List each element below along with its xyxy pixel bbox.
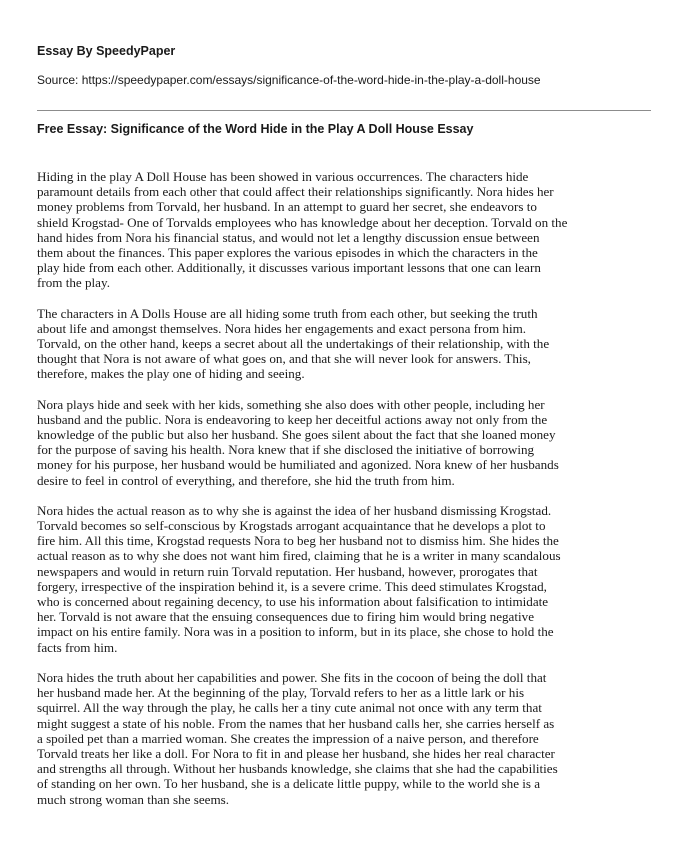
divider [37,110,651,111]
essay-paragraph: Hiding in the play A Doll House has been showed in various occurrences. The characters hide paramount details from each other that could affect their relationships significantly. Nora hides her money problems from Torvald, her husband. In an attempt to guard her secret, she endeavors to shield Krogstad- One of Torvalds employees who has knowledge about her deception. Torvald on the hand hides from Nora his financial status, and would not let a lengthy discussion ensue between them about the finances. This paper explores the various episodes in which the characters in the play hide from each other. Additionally, it discusses various important lessons that one can learn from the play. [37,169,568,291]
essay-body [37,169,653,822]
source-line: Source: https://speedypaper.com/essays/significance-of-the-word-hide-in-the-play-a-doll-house [37,73,541,87]
essay-paragraph: Nora hides the truth about her capabilities and power. She fits in the cocoon of being the doll that her husband made her. At the beginning of the play, Torvald refers to her as a little lark or his squirrel. All the way through the play, he calls her a tiny cute animal not once with any term that might suggest a state of his noble. From the names that her husband calls her, she carries herself as a spoiled pet than a married woman. She creates the impression of a naive person, and therefore Torvald treats her like a doll. For Nora to fit in and please her husband, she hides her real character and strengths all through. Without her husbands knowledge, she claims that she had the capabilities of standing on her own. To her husband, she is a delicate little puppy, while to the world she is a much strong woman than she seems. [37,669,558,807]
essay-paragraph: The characters in A Dolls House are all hiding some truth from each other, but seeking the truth about life and amongst themselves. Nora hides her engagements and exact persona from him. Torvald, on the other hand, keeps a secret about all the undertakings of their relationship, with the thought that Nora is not aware of what goes on, and that she will never look for answers. This, therefore, makes the play one of hiding and seeing. [37,305,550,382]
essay-paragraph: Nora hides the actual reason as to why she is against the idea of her husband dismissing Krogstad. Torvald becomes so self-conscious by Krogstads arrogant acquaintance that he develops a plot to fire him. All this time, Krogstad requests Nora to beg her husband not to dismiss him. She hides the actual reason as to why she does not want him fired, claiming that he is a writer in many scandalous newspapers and would in return ruin Torvald reputation. Her husband, however, prorogates that forgery, irrespective of the inspiration behind it, is a severe crime. This deed stimulates Krogstad, who is concerned about regaining decency, to use his information about falsification to intimidate her. Torvald is not aware that the ensuing consequences due to firing him would bring negative impact on his entire family. Nora was in a position to inform, but in its place, she chose to hold the facts from him. [37,502,561,655]
header-title: Essay By SpeedyPaper [37,44,176,58]
essay-paragraph: Nora plays hide and seek with her kids, something she also does with other people, including her husband and the public. Nora is endeavoring to keep her deceitful actions away not only from the knowledge of the public but also her husband. She goes silent about the fact that she loaned money for the purpose of saving his health. Nora knew that if she disclosed the initiative of borrowing money for his purpose, her husband would be humiliated and agonized. Nora knew of her husbands desire to feel in control of everything, and therefore, she hid the truth from him. [37,396,559,488]
essay-title: Free Essay: Significance of the Word Hide in the Play A Doll House Essay [37,122,474,136]
